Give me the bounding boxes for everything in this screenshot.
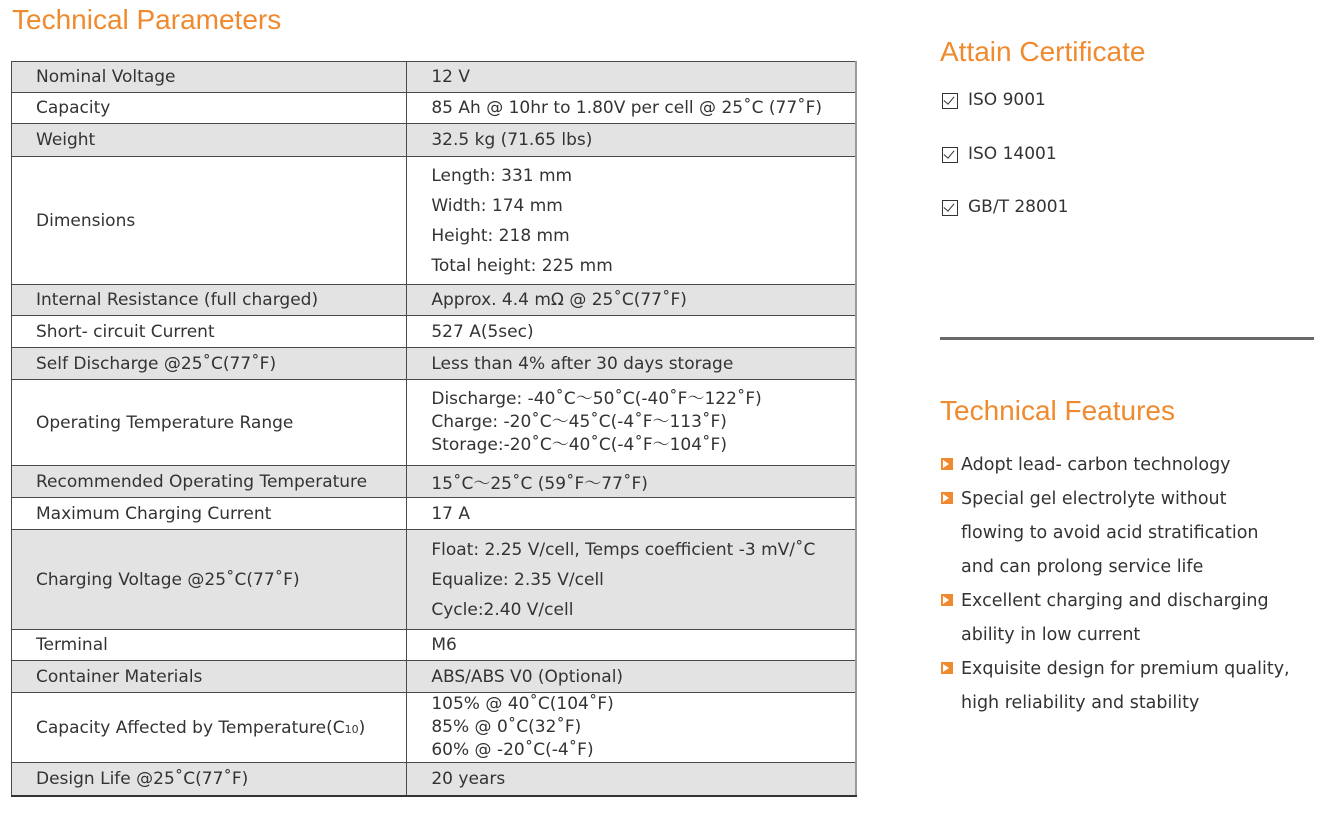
table-row [12, 466, 857, 498]
certificate-list [942, 90, 1068, 251]
parameter-value: Discharge: -40˚C～50˚C(-40˚F～122˚F) Charge: -20˚C～45˚C(-4˚F～113˚F) Storage:-20˚C～40˚C(-4˚F～104˚F) [407, 380, 856, 466]
feature-item: Adopt lead- carbon technology [940, 448, 1290, 482]
checkbox-checked-icon [942, 147, 958, 163]
certificate-item: ISO 9001 [942, 90, 1068, 144]
table-row [12, 630, 857, 661]
parameter-label: Capacity [12, 93, 407, 124]
checkbox-checked-icon [942, 93, 958, 109]
parameter-value: Float: 2.25 V/cell, Temps coefficient -3 mV/˚C Equalize: 2.35 V/cell Cycle:2.40 V/cell [407, 530, 856, 630]
parameter-label: Capacity Affected by Temperature(C10) [12, 693, 407, 763]
parameter-value: 15˚C～25˚C (59˚F～77˚F) [407, 466, 856, 498]
parameter-label: Weight [12, 124, 407, 157]
parameter-value: M6 [407, 630, 856, 661]
table-row [12, 316, 857, 348]
table-row [12, 93, 857, 124]
parameter-value: 527 A(5sec) [407, 316, 856, 348]
parameter-value: 12 V [407, 62, 856, 93]
parameter-label: Self Discharge @25˚C(77˚F) [12, 348, 407, 380]
arrow-bullet-icon [941, 662, 953, 674]
table-row [12, 285, 857, 316]
checkbox-checked-icon [942, 200, 958, 216]
arrow-bullet-icon [941, 458, 953, 470]
table-row [12, 348, 857, 380]
feature-item: Exquisite design for premium quality, high reliability and stability [940, 652, 1290, 720]
certificate-item: GB/T 28001 [942, 197, 1068, 251]
parameter-value: 85 Ah @ 10hr to 1.80V per cell @ 25˚C (77˚F) [407, 93, 856, 124]
table-row [12, 763, 857, 796]
parameter-value: 105% @ 40˚C(104˚F) 85% @ 0˚C(32˚F) 60% @ -20˚C(-4˚F) [407, 693, 856, 763]
table-row [12, 157, 857, 285]
table-row [12, 380, 857, 466]
parameter-label: Short- circuit Current [12, 316, 407, 348]
table-row [12, 661, 857, 693]
parameter-label: Charging Voltage @25˚C(77˚F) [12, 530, 407, 630]
parameter-value: ABS/ABS V0 (Optional) [407, 661, 856, 693]
parameters-table [11, 61, 857, 797]
certificate-item: ISO 14001 [942, 144, 1068, 198]
arrow-bullet-icon [941, 594, 953, 606]
table-row [12, 62, 857, 93]
table-row [12, 124, 857, 157]
attain-certificate-title: Attain Certificate [940, 36, 1146, 67]
parameter-value: Approx. 4.4 mΩ @ 25˚C(77˚F) [407, 285, 856, 316]
parameter-value: Less than 4% after 30 days storage [407, 348, 856, 380]
parameter-label: Nominal Voltage [12, 62, 407, 93]
parameter-value: 32.5 kg (71.65 lbs) [407, 124, 856, 157]
parameter-label: Recommended Operating Temperature [12, 466, 407, 498]
parameter-label: Design Life @25˚C(77˚F) [12, 763, 407, 796]
parameter-value: 17 A [407, 498, 856, 530]
parameter-label: Dimensions [12, 157, 407, 285]
features-list [940, 448, 1290, 720]
feature-item: Excellent charging and discharging ability in low current [940, 584, 1290, 652]
section-divider [940, 337, 1314, 340]
parameter-value: Length: 331 mm Width: 174 mm Height: 218 mm Total height: 225 mm [407, 157, 856, 285]
parameter-value: 20 years [407, 763, 856, 796]
table-row [12, 530, 857, 630]
parameter-label: Maximum Charging Current [12, 498, 407, 530]
feature-item: Special gel electrolyte without flowing to avoid acid stratification and can prolong service life [940, 482, 1290, 584]
parameter-label: Operating Temperature Range [12, 380, 407, 466]
parameter-label: Internal Resistance (full charged) [12, 285, 407, 316]
table-row [12, 498, 857, 530]
technical-parameters-title: Technical Parameters [12, 4, 282, 35]
table-row [12, 693, 857, 763]
technical-features-title: Technical Features [940, 395, 1176, 426]
parameter-label: Container Materials [12, 661, 407, 693]
arrow-bullet-icon [941, 492, 953, 504]
parameter-label: Terminal [12, 630, 407, 661]
